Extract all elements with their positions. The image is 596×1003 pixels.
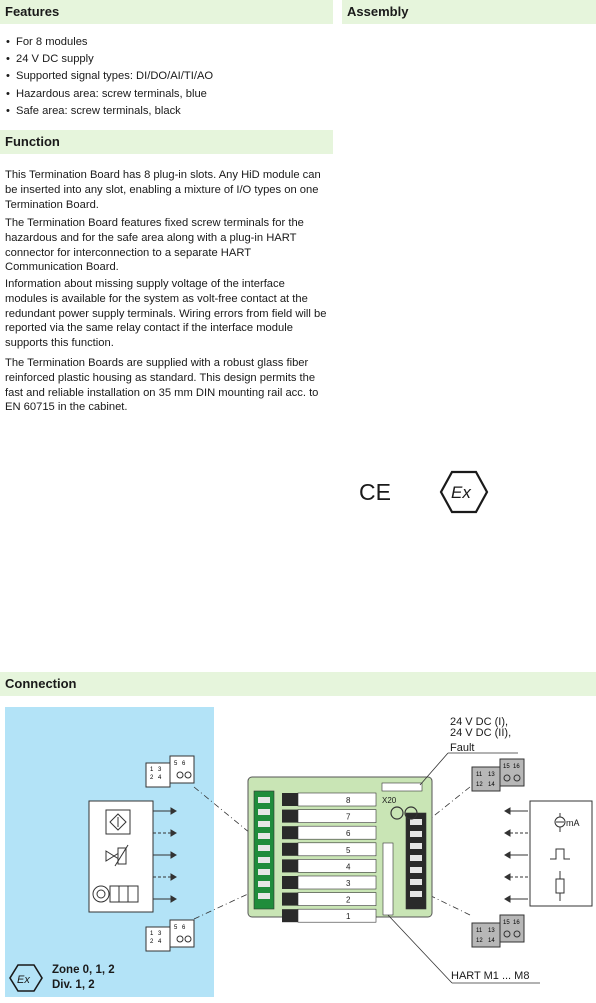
feature-item: • 24 V DC supply [6, 51, 213, 68]
function-header: Function [0, 130, 333, 154]
module-slot [282, 810, 376, 823]
function-paragraph: Information about missing supply voltage of the interface modules is available for the system as volt-free contact at the redundant power supply terminals. Wiring errors from field will be reported via the same relay contact if the interface module supports this function. [5, 278, 327, 350]
module-slot [282, 876, 376, 889]
feature-item: • Supported signal types: DI/DO/AI/TI/AO [6, 68, 213, 85]
feature-item: • For 8 modules [6, 34, 213, 51]
slot-number: 4 [346, 862, 351, 872]
ce-mark [357, 477, 397, 507]
thermocouple-icon [93, 886, 138, 902]
function-paragraph: This Termination Board has 8 plug-in slots. Any HiD module can be inserted into any slot, enabling a mixture of I/O types on one Termination Board. [5, 169, 321, 211]
terminal-label: 5 [174, 925, 178, 931]
zone-label: Zone 0, 1, 2 [52, 964, 115, 976]
terminal-label: 11 [476, 772, 483, 778]
safe-terminal-block-top [472, 759, 524, 791]
terminal-label: 1 [150, 931, 154, 937]
slot-number: 1 [346, 912, 351, 922]
module-slot [282, 893, 376, 906]
terminal-label: 12 [476, 782, 483, 788]
terminal-label: 11 [476, 928, 483, 934]
feature-item: • Hazardous area: screw terminals, blue [6, 86, 213, 103]
module-slot [282, 826, 376, 839]
terminal-label: 12 [476, 938, 483, 944]
features-list [6, 34, 213, 120]
slot-number: 3 [346, 879, 351, 888]
supply-label-1: 24 V DC (I), [450, 716, 509, 728]
terminal-label: 3 [158, 767, 162, 773]
ce-mark-text: CE [359, 479, 391, 505]
ex-mark-text: Ex [451, 483, 471, 502]
ex-zone-text: Ex [17, 974, 30, 986]
slot-number: 5 [346, 845, 351, 855]
terminal-label: 16 [513, 764, 520, 770]
terminal-label: 13 [488, 772, 495, 778]
function-paragraph: The Termination Boards are supplied with a robust glass fiber reinforced plastic housing as standard. This design permits the fast and reliable installation on 35 mm DIN mounting rail acc. to EN 60715 in the cabinet. [5, 357, 319, 414]
terminal-label: 1 [150, 767, 154, 773]
ex-mark-icon [439, 470, 489, 514]
terminal-label: 15 [503, 920, 510, 926]
supply-label-2: 24 V DC (II), [450, 727, 512, 739]
module-slot [282, 793, 376, 806]
terminal-label: 4 [158, 775, 162, 781]
div-label: Div. 1, 2 [52, 979, 95, 991]
terminal-label: 16 [513, 920, 520, 926]
terminal-label: 15 [503, 764, 510, 770]
slot-number: 7 [346, 812, 351, 822]
assembly-header: Assembly [342, 0, 596, 24]
connection-diagram [0, 693, 596, 1003]
terminal-label: 14 [488, 938, 495, 944]
slot-number: 6 [346, 829, 351, 839]
module-slot [282, 859, 376, 872]
module-slot [282, 843, 376, 856]
proximity-sensor-icon [106, 810, 130, 834]
hart-label: HART M1 ... M8 [451, 970, 530, 982]
terminal-label: 3 [158, 931, 162, 937]
safe-terminal-block-bottom [472, 915, 524, 947]
connector-label: X20 [382, 796, 397, 805]
feature-item: • Safe area: screw terminals, black [6, 103, 213, 120]
slot-number: 8 [346, 796, 351, 805]
slot-number: 2 [346, 895, 351, 905]
terminal-label: 6 [182, 761, 186, 767]
terminal-label: 14 [488, 782, 495, 788]
features-header: Features [0, 0, 333, 24]
terminal-label: 2 [150, 775, 154, 781]
supply-label-3: Fault [450, 742, 475, 754]
terminal-label: 5 [174, 761, 178, 767]
terminal-label: 4 [158, 939, 162, 945]
control-arrows [505, 808, 528, 902]
ammeter-label: mA [566, 818, 580, 828]
terminal-label: 6 [182, 925, 186, 931]
terminal-label: 2 [150, 939, 154, 945]
termination-board [248, 777, 432, 922]
terminal-label: 13 [488, 928, 495, 934]
connection-header: Connection [0, 672, 596, 696]
module-slot [282, 909, 376, 922]
function-paragraph: The Termination Board features fixed screw terminals for the hazardous and for the safe area along with a plug-in HART connector for interconnection to a separate HART Communication Board. [5, 217, 304, 274]
